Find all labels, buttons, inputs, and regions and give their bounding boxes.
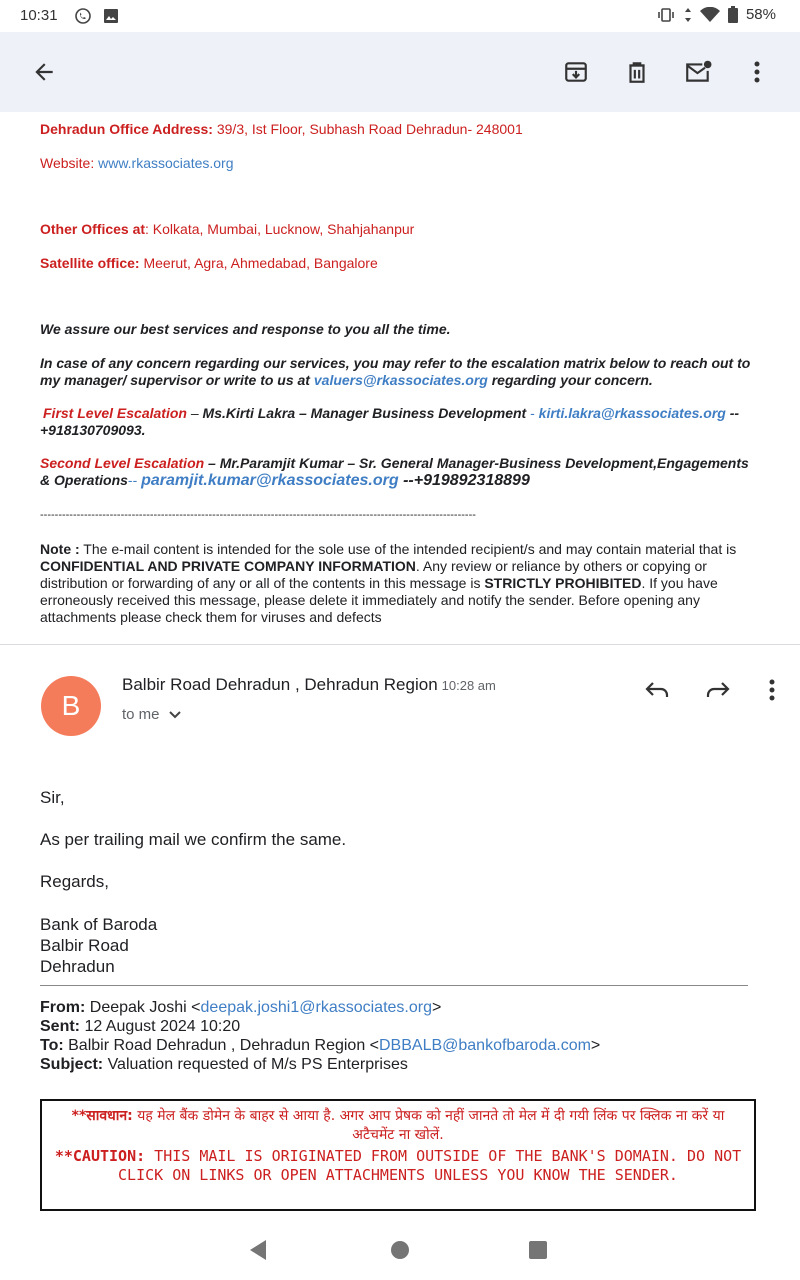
- greeting: Sir,: [40, 788, 65, 807]
- satellite-office: Satellite office: Meerut, Agra, Ahmedabad, Bangalore: [40, 255, 378, 271]
- nav-recents-button[interactable]: [527, 1239, 549, 1266]
- nav-recents-icon: [527, 1239, 549, 1261]
- delete-button[interactable]: [619, 54, 655, 90]
- assurance-text: We assure our best services and response to you all the time.: [40, 321, 451, 337]
- back-arrow-icon: [31, 59, 57, 85]
- forward-icon: [705, 679, 731, 701]
- office-address: Dehradun Office Address: 39/3, Ist Floor, Subhash Road Dehradun- 248001: [40, 121, 523, 137]
- reply-button[interactable]: [639, 672, 675, 708]
- valuers-email-link[interactable]: valuers@rkassociates.org: [313, 372, 488, 388]
- trash-icon: [624, 59, 650, 85]
- quoted-subject: Subject: Valuation requested of M/s PS Enterprises: [40, 1056, 408, 1073]
- chevron-down-icon: [168, 710, 182, 720]
- quoted-to: To: Balbir Road Dehradun , Dehradun Region <DBBALB@bankofbaroda.com>: [40, 1037, 601, 1054]
- forward-button[interactable]: [700, 672, 736, 708]
- regards: Regards,: [40, 872, 109, 891]
- quoted-sent: Sent: 12 August 2024 10:20: [40, 1018, 241, 1035]
- dash-separator: -----------------------------------------------------------------------------------------------------------------------: [40, 509, 476, 521]
- more-vert-icon: [753, 60, 761, 84]
- to-email-link[interactable]: DBBALB@bankofbaroda.com: [379, 1037, 591, 1054]
- quoted-from: From: Deepak Joshi <deepak.joshi1@rkassociates.org>: [40, 999, 442, 1016]
- sender-name[interactable]: Balbir Road Dehradun , Dehradun Region: [122, 675, 438, 694]
- hindi-caution: **सावधान: यह मेल बैंक डोमेन के बाहर से आया है. अगर आप प्रेषक को नहीं जानते तो मेल में दी गयी लिंक पर क्लिक ना करें या अटैचमेंट ना खोलें.: [71, 1108, 725, 1143]
- whatsapp-icon: [74, 7, 92, 25]
- message-more-button[interactable]: [754, 672, 790, 708]
- message-divider: [0, 644, 800, 645]
- archive-button[interactable]: [558, 54, 594, 90]
- nav-home-icon: [389, 1239, 411, 1261]
- archive-icon: [563, 59, 589, 85]
- battery-icon: [728, 6, 738, 23]
- nav-home-button[interactable]: [389, 1239, 411, 1266]
- battery-level: 58%: [745, 6, 776, 23]
- concern-text: In case of any concern regarding our services, you may refer to the escalation matrix below to reach out to my manager/ supervisor or write to us at valuers@rkassociates.org regarding your concern.: [40, 355, 751, 388]
- disclaimer-note: Note : The e-mail content is intended for the sole use of the intended recipient/s and may contain material that is CONFIDENTIAL AND PRIVATE COMPANY INFORMATION. Any review or reliance by others or copying or distribution or forwarding of any or all of the contents in this message is STRICTLY PROHIBITED. If you have erroneously received this message, please delete it immediately and notify the sender. Before opening any attachments please check them for viruses and defects: [40, 541, 737, 625]
- app-toolbar: [0, 32, 800, 112]
- english-caution: **CAUTION: THIS MAIL IS ORIGINATED FROM OUTSIDE OF THE BANK'S DOMAIN. DO NOT CLICK ON LINKS OR OPEN ATTACHMENTS UNLESS YOU KNOW THE SENDER.: [54, 1147, 742, 1184]
- body-line: As per trailing mail we confirm the same.: [40, 830, 347, 849]
- message-time: 10:28 am: [441, 678, 496, 693]
- navigation-bar: [0, 1230, 800, 1280]
- bank-signature: Bank of Baroda Balbir Road Dehradun: [40, 915, 158, 976]
- avatar[interactable]: B: [41, 676, 101, 736]
- vibrate-icon: [656, 7, 676, 23]
- nav-back-icon: [246, 1238, 270, 1262]
- sender-line: [122, 675, 496, 695]
- reply-icon: [644, 679, 670, 701]
- more-vert-icon: [768, 678, 776, 702]
- status-time: 10:31: [20, 7, 58, 24]
- data-arrows-icon: [684, 7, 692, 23]
- back-button[interactable]: [26, 54, 62, 90]
- paramjit-email-link[interactable]: paramjit.kumar@rkassociates.org: [141, 472, 399, 489]
- caution-box: [40, 1099, 756, 1211]
- nav-back-button[interactable]: [246, 1238, 270, 1267]
- other-offices: Other Offices at: Kolkata, Mumbai, Lucknow, Shahjahanpur: [40, 221, 415, 237]
- recipient-toggle[interactable]: to me: [122, 706, 182, 723]
- website-line: Website: www.rkassociates.org: [40, 155, 234, 171]
- quote-divider: [40, 985, 748, 986]
- status-bar: [0, 0, 800, 32]
- more-options-button[interactable]: [739, 54, 775, 90]
- first-escalation: First Level Escalation – Ms.Kirti Lakra – Manager Business Development - kirti.lakra@rkassociates.org --+918130709093.: [40, 405, 740, 438]
- from-email-link[interactable]: deepak.joshi1@rkassociates.org: [200, 999, 432, 1016]
- kirti-email-link[interactable]: kirti.lakra@rkassociates.org: [538, 405, 726, 421]
- gallery-icon: [102, 7, 120, 25]
- second-escalation: Second Level Escalation – Mr.Paramjit Kumar – Sr. General Manager-Business Development,Engagements & Operations-- paramjit.kumar@rkassociates.org --+919892318899: [40, 455, 749, 489]
- website-link[interactable]: www.rkassociates.org: [98, 155, 234, 171]
- wifi-icon: [700, 7, 720, 23]
- mark-unread-button[interactable]: [680, 54, 716, 90]
- mail-unread-icon: [684, 59, 712, 85]
- email-thread: [0, 112, 800, 1230]
